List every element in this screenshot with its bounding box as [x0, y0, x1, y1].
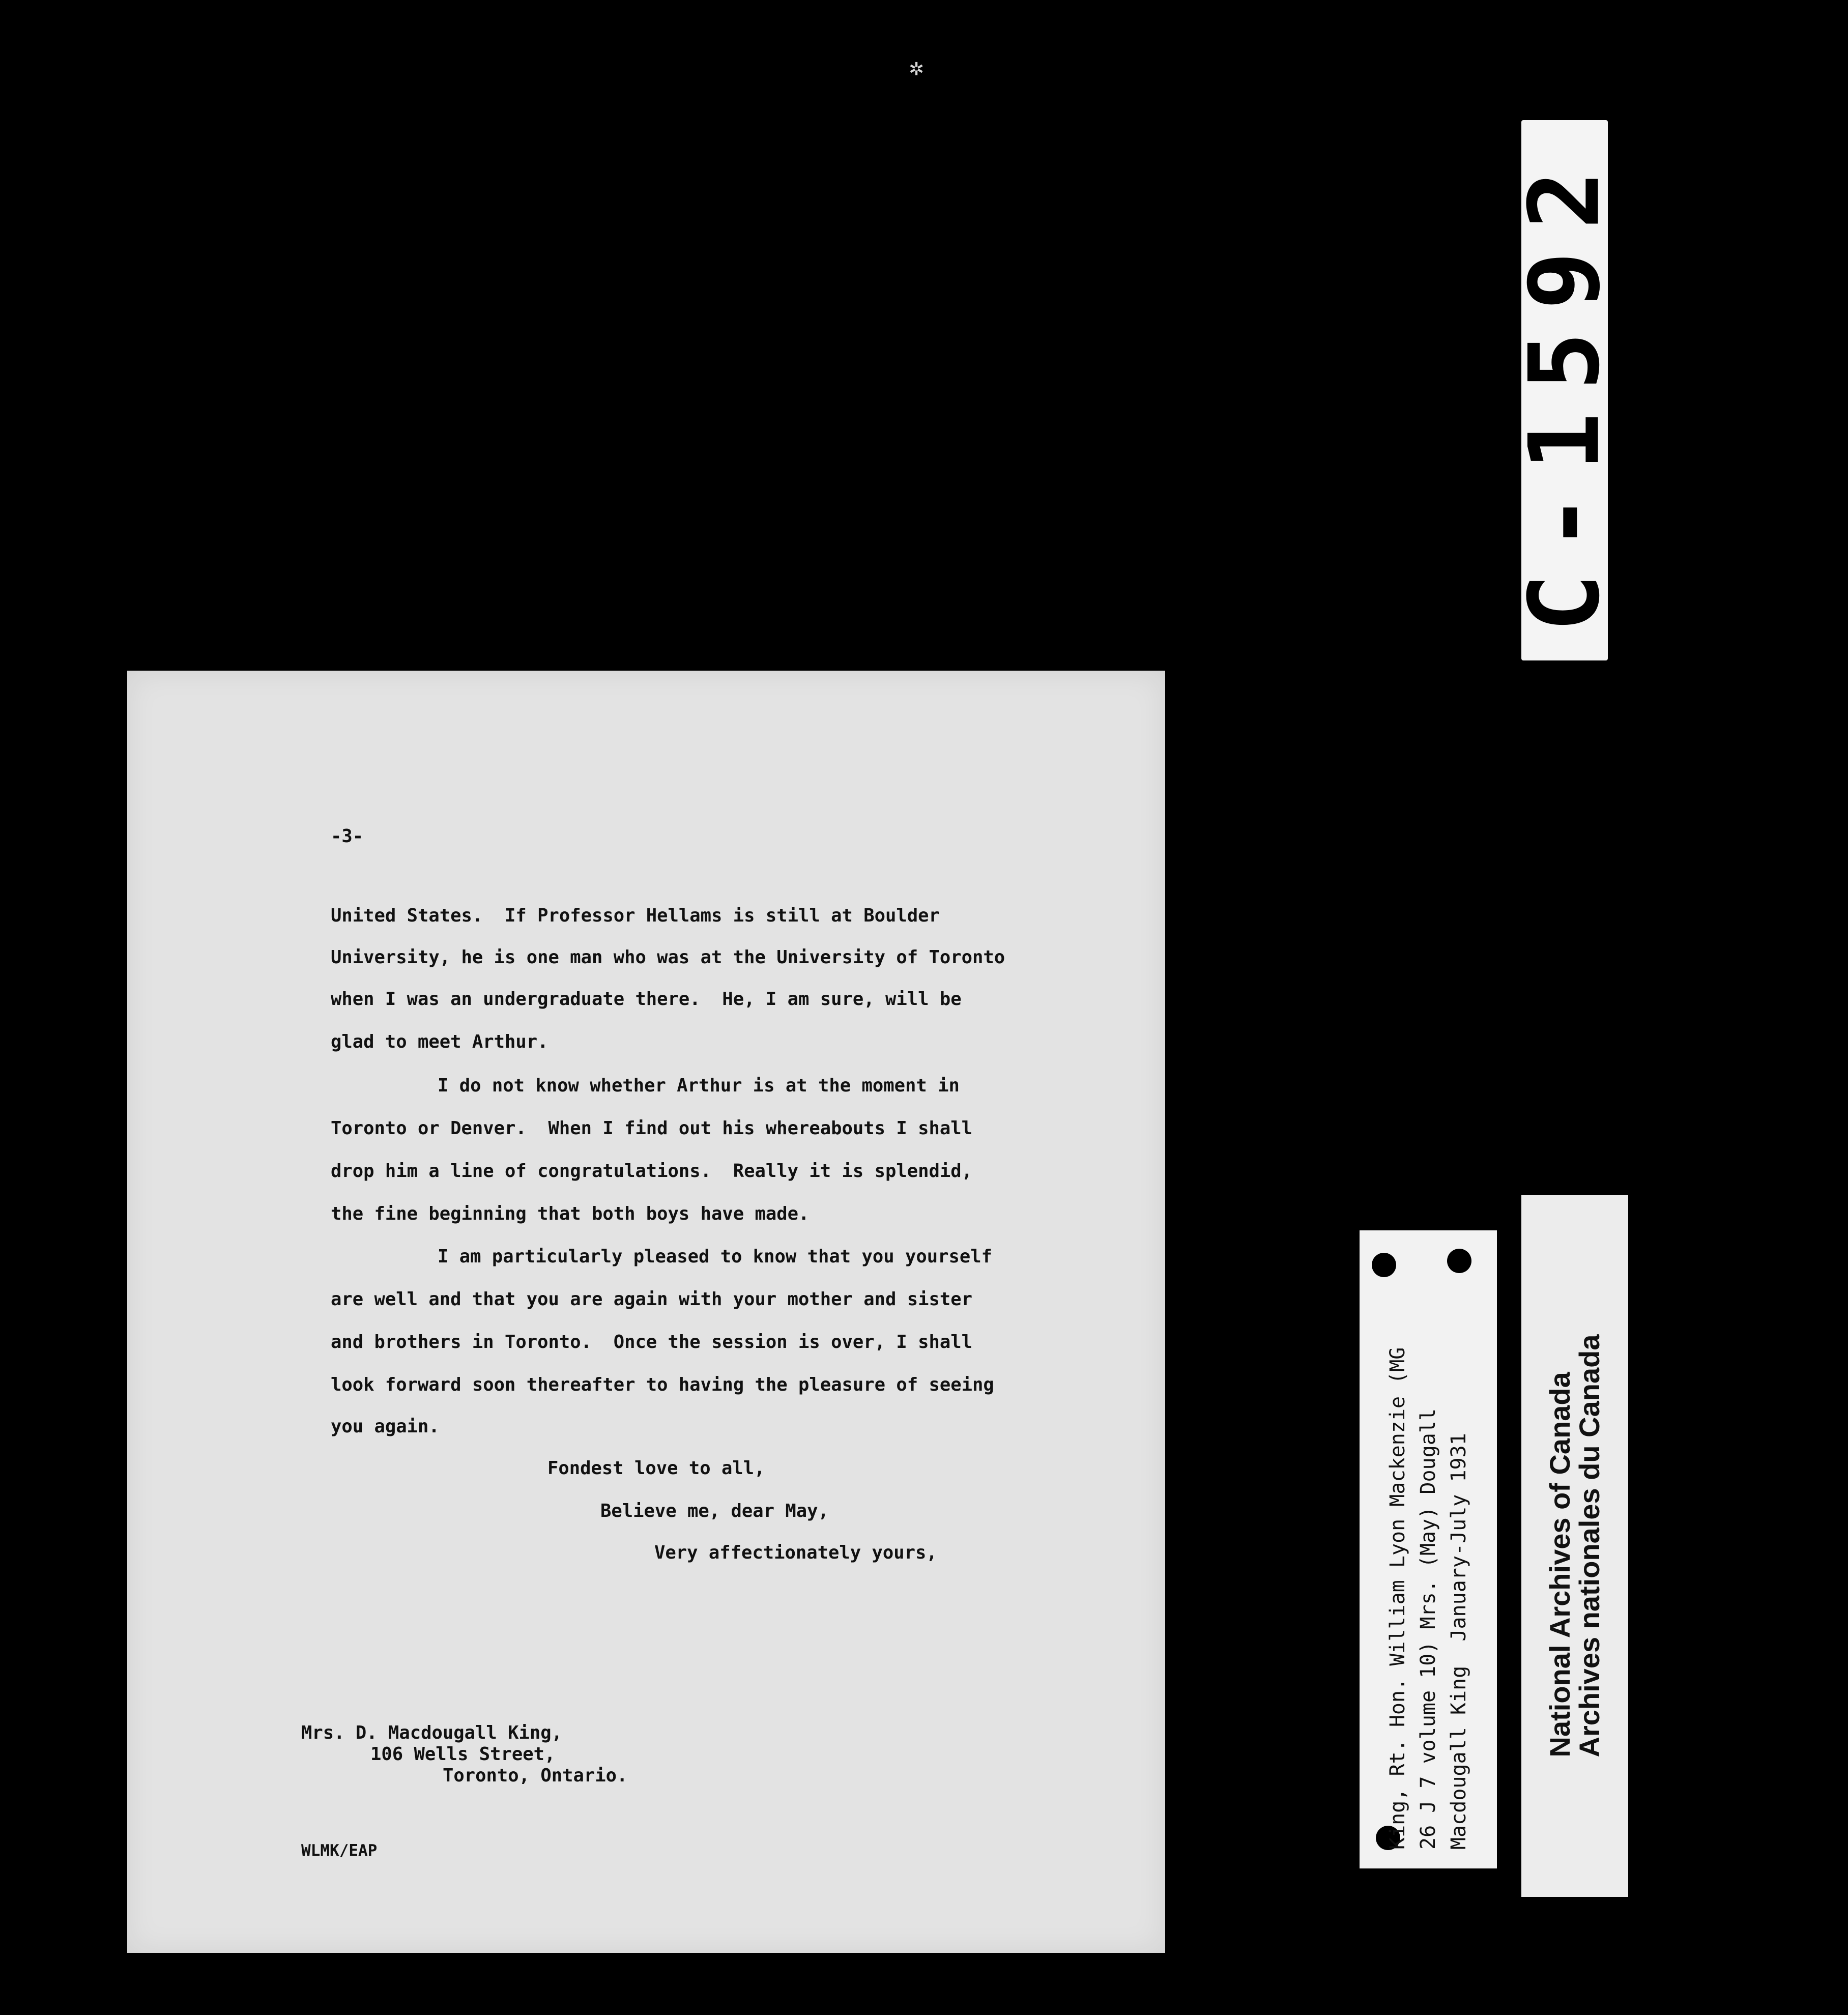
- body-line: and brothers in Toronto. Once the session is over, I shall: [331, 1332, 972, 1352]
- film-speck: ✲: [909, 59, 925, 80]
- address-line: Toronto, Ontario.: [443, 1765, 628, 1786]
- catalogue-line: King, Rt. Hon. William Lyon Mackenzie (MG: [1386, 1347, 1409, 1850]
- letter-page: [127, 671, 1165, 1953]
- catalogue-line: Macdougall King January-July 1931: [1447, 1433, 1470, 1850]
- reference-initials: WLMK/EAP: [301, 1841, 378, 1860]
- body-line: Toronto or Denver. When I find out his whereabouts I shall: [331, 1118, 972, 1139]
- catalogue-line: 26 J 7 volume 10) Mrs. (May) Dougall: [1417, 1408, 1440, 1850]
- body-line: when I was an undergraduate there. He, I am sure, will be: [331, 989, 962, 1010]
- archives-name-fr: Archives nationales du Canada: [1573, 1334, 1605, 1758]
- body-line: University, he is one man who was at the University of Toronto: [331, 947, 1005, 968]
- archive-catalogue-label: [1360, 1230, 1497, 1868]
- page-number: -3-: [331, 826, 364, 847]
- archives-name: [1545, 1335, 1604, 1758]
- closing-line: Believe me, dear May,: [600, 1501, 829, 1521]
- archives-name-en: National Archives of Canada: [1544, 1372, 1576, 1758]
- body-line: glad to meet Arthur.: [331, 1031, 548, 1052]
- address-line: 106 Wells Street,: [370, 1744, 556, 1765]
- address-line: Mrs. D. Macdougall King,: [301, 1722, 562, 1743]
- catalogue-text: [1382, 1249, 1474, 1850]
- body-line: look forward soon thereafter to having the pleasure of seeing: [331, 1374, 994, 1395]
- body-line: you again.: [331, 1416, 440, 1437]
- body-line: are well and that you are again with your mother and sister: [331, 1289, 972, 1310]
- body-line: I do not know whether Arthur is at the moment in: [438, 1075, 960, 1096]
- body-line: I am particularly pleased to know that you yourself: [438, 1246, 993, 1267]
- body-line: drop him a line of congratulations. Really it is splendid,: [331, 1161, 972, 1182]
- frame-number-strip: [1508, 120, 1621, 660]
- body-line: United States. If Professor Hellams is still at Boulder: [331, 905, 940, 926]
- closing-line: Very affectionately yours,: [654, 1542, 937, 1563]
- body-line: the fine beginning that both boys have made.: [331, 1203, 810, 1224]
- closing-line: Fondest love to all,: [547, 1458, 765, 1479]
- frame-number: C-1592: [1508, 148, 1621, 632]
- national-archives-strip: [1521, 1195, 1628, 1897]
